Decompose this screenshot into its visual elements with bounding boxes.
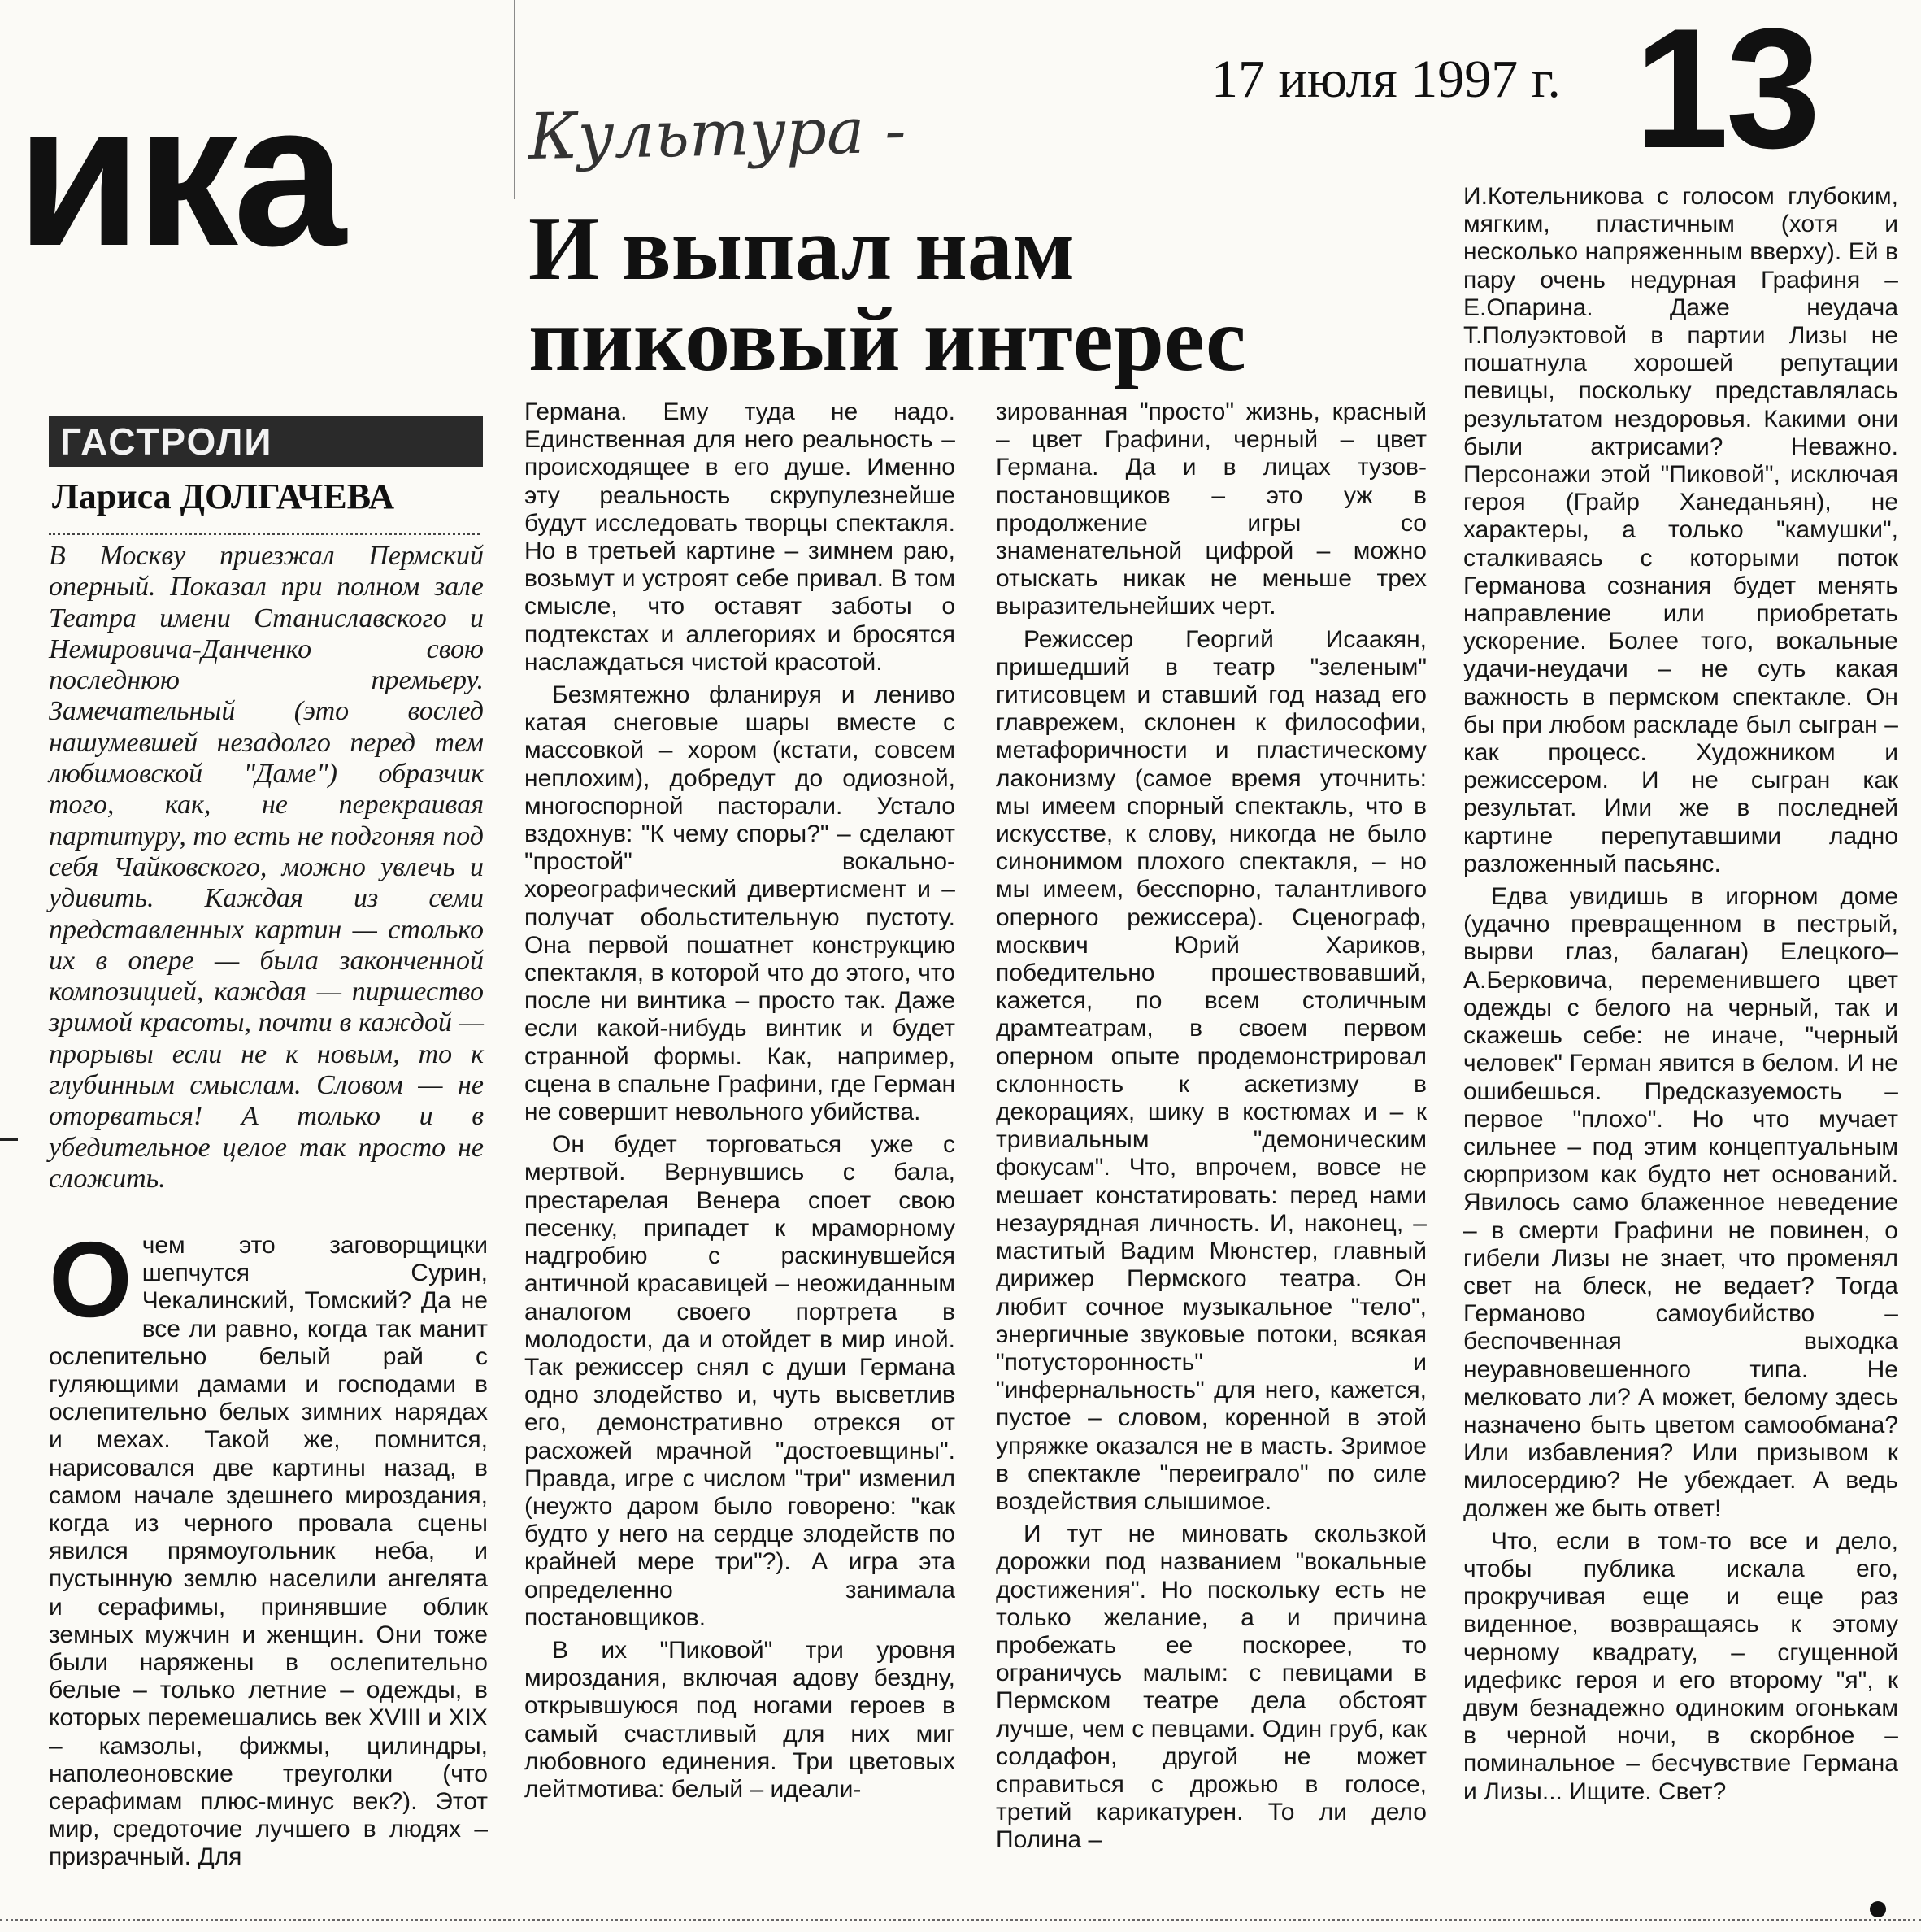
paragraph: Режиссер Георгий Исаакян, пришедший в театр "зеленым" гитисовцем и ставший год назад его главрежем, склонен к философии, метафоричности и пластическому лаконизму (самое время уточнить: мы имеем спорный спектакль, что в искусстве, к слову, никогда не было синонимом плохого спектакля, – но мы имеем, бесспорно, талантливого оперного режиссера). Сценограф, москвич Юрий Хариков, победительно прошествовавший, кажется, по всем столичным драмтеатрам, в своем первом оперном опыте продемонстрировал склонность к аскетизму в декорациях, шику в костюмах и – к тривиальным "демоническим фокусам". Что, впрочем, вовсе не мешает констатировать: перед нами незаурядная личность. И, наконец, – маститый Вадим Мюнстер, главный дирижер Пермского театра. Он любит сочное музыкальное "тело", энергичные звуковые потоки, всякая "потусторонность" и "инфернальность" для него, кажется, пустое – словом, коренной в этой упряжке оказался не в масть. Зримое в спектакле "переиграло" по силе воздействия слышимое. [996,625,1427,1515]
margin-mark [0,1138,18,1141]
text-column-1 [49,1232,488,1915]
text-column-4 [1463,183,1898,1915]
paragraph: Что, если в том-то все и дело, чтобы публика искала его, прокручивая еще и еще раз виденное, возвращаясь к этому черному квадрату, – сгущенной идефикс героя и его второму "я", к двум безнадежно одиноким огонькам в черной ночи, в скорбное – поминальное – бесчувствие Германа и Лизы... Ищите. Свет? [1463,1527,1898,1805]
article-lead: В Москву приезжал Пермский оперный. Показал при полном зале Театра имени Станиславского и Немировича-Данченко свою последнюю премьеру. Замечательный (это вослед нашумевшей незадолго перед тем любимовской "Даме") образчик того, как, не перекраивая партитуру, то есть не подгоняя под себя Чайковского, можно увлечь и удивить. Каждая из семи представленных картин — столько их в опере — была законченной композицией, каждая — пиршество зримой красоты, почти в каждой — прорывы если не к новым, то к глубинным смыслам. Словом — не оторваться! А только и в убедительное целое так просто не сложить. [49,541,484,1194]
page-number: 13 [1634,0,1818,184]
issue-date: 17 июля 1997 г. [1211,50,1561,109]
paragraph: И.Котельникова с голосом глубоким, мягким, пластичным (хотя и несколько напряженным вверху). Ей в пару очень недурная Графиня – Е.Опарина. Даже неудача Т.Полуэктовой в партии Лизы не пошатнула хорошей репутации певицы, поскольку представлялась результатом нездоровья. Какими они были актрисами? Неважно. Персонажи этой "Пиковой", исключая героя (Грайр Ханеданьян), не характеры, а только "камушки", сталкиваясь с которыми поток Германова сознания будет менять направление или приобретать ускорение. Более того, вокальные удачи-неудачи – не суть какая важность в пермском спектакле. Он бы при любом раскладе был сыгран – как процесс. Художником и режиссером. И не сыгран как результат. Ими же в последней картине перепутавшими ладно разложенный пасьянс. [1463,183,1898,877]
paragraph-text: чем это заговорщицки шепчутся Сурин, Чекалинский, Томский? Да не все ли равно, когда так манит ослепительно белый рай с гуляющими дамами и господами в ослепительно белых зимних нарядах и мехах. Такой же, помнится, нарисовался две картины назад, в самом начале здешнего мироздания, когда из черного провала сцены явился прямоугольник неба, и пустынную землю населили ангелята и серафимы, принявшие облик земных мужчин и женщин. Они тоже были наряжены в ослепительно белые – только летние – одежды, в которых перемешались век XVIII и XIX – камзолы, фижмы, цилиндры, наполеоновские треуголки (что серафимам плюс-минус век?). Этот мир, средоточие лучшего в людях – призрачный. Для [49,1232,488,1871]
paragraph: Едва увидишь в игорном доме (удачно превращенном в пестрый, вырви глаз, балаган) Елецкого–А.Берковича, переменившего цвет одежды с белого на черный, так и скажешь себе: не иначе, "черный человек" Герман явится в белом. И не ошибешься. Предсказуемость – первое "плохо". Но что мучает сильнее – под этим концептуальным сюрпризом как будто нет оснований. Явилось само блаженное неведение – в смерти Графини не повинен, о гибели Лизы не знает, что променял свет на блеск, не ведает? Тогда Германово самоубийство – беспочвенная выходка неуравновешенного типа. Не мелковато ли? А может, белому здесь назначено быть цветом самообмана? Или избавления? Или призывом к милосердию? Не убеждает. А ведь должен же быть ответ! [1463,883,1898,1522]
section-label: ГАСТРОЛИ [49,416,483,467]
handwritten-note: Культура - [528,94,907,175]
text-column-3 [996,398,1427,1915]
drop-cap: О [49,1232,133,1339]
paragraph: И тут не миновать скользкой дорожки под названием "вокальные достижения". Но поскольку есть не только желание, а и причина пробежать ее поскорее, то ограничусь малым: с певицами в Пермском театре дела обстоят лучше, чем с певцами. Один груб, как солдафон, другой не может справиться с дрожью в голосе, третий карикатурен. То ли дело Полина – [996,1521,1427,1854]
article-end-mark [1870,1901,1886,1917]
clipping-bottom-edge [0,1919,1921,1921]
article-headline: И выпал нам пиковый интерес [528,198,1246,390]
page-fold-line [514,0,515,199]
paragraph: Германа. Ему туда не надо. Единственная для него реальность – происходящее в его душе. Именно эту реальность скрупулезнейше будут исследовать творцы спектакля. Но в третьей картине – зимнем раю, возьмут и устроят себе привал. В том смысле, что оставят заботы о подтекстах и аллегориях и бросятся наслаждаться чистой красотой. [524,398,955,676]
paragraph: зированная "просто" жизнь, красный – цвет Графини, черный – цвет Германа. Да и в лицах тузов-постановщиков – это уж в продолжение игры со знаменательной цифрой – можно отыскать никак не меньше трех выразительнейших черт. [996,398,1427,620]
paragraph [49,1232,488,1872]
paragraph: В их "Пиковой" три уровня мироздания, включая адову бездну, открывшуюся под ногами героев в самый счастливый для них миг любовного единения. Три цветовых лейтмотива: белый – идеали- [524,1636,955,1803]
paragraph: Он будет торговаться уже с мертвой. Вернувшись с бала, престарелая Венера споет свою песенку, припадет к мраморному надгробию с раскинувшейся античной красавицей – неожиданным аналогом своего портрета в молодости, да и отойдет в мир иной. Так режиссер снял с души Германа одно злодейство и, чуть высветлив его, демонстративно отрекся от расхожей мрачной "достоевщины". Правда, игре с числом "три" изменил (неужто даром было говорено: "как будто у него на сердце злодейств по крайней мере три"?). А игра эта определенно занимала постановщиков. [524,1131,955,1631]
byline: Лариса ДОЛГАЧЕВА [52,476,395,516]
text-column-2 [524,398,955,1915]
byline-divider [49,533,480,535]
section-rubric-partial: ика [16,61,341,288]
paragraph: Безмятежно фланируя и лениво катая снеговые шары вместе с массовкой – хором (кстати, совсем неплохим), добредут до одиозной, многоспорной пасторали. Устало вздохнув: "К чему споры?" – сделают "простой" вокально-хореографический дивертисмент и – получат обольстительную пустоту. Она первой пошатнет конструкцию спектакля, в которой что до этого, что после ни винтика – просто так. Даже если какой-нибудь винтик и будет странной формы. Как, например, сцена в спальне Графини, где Герман не совершит невольного убийства. [524,681,955,1126]
